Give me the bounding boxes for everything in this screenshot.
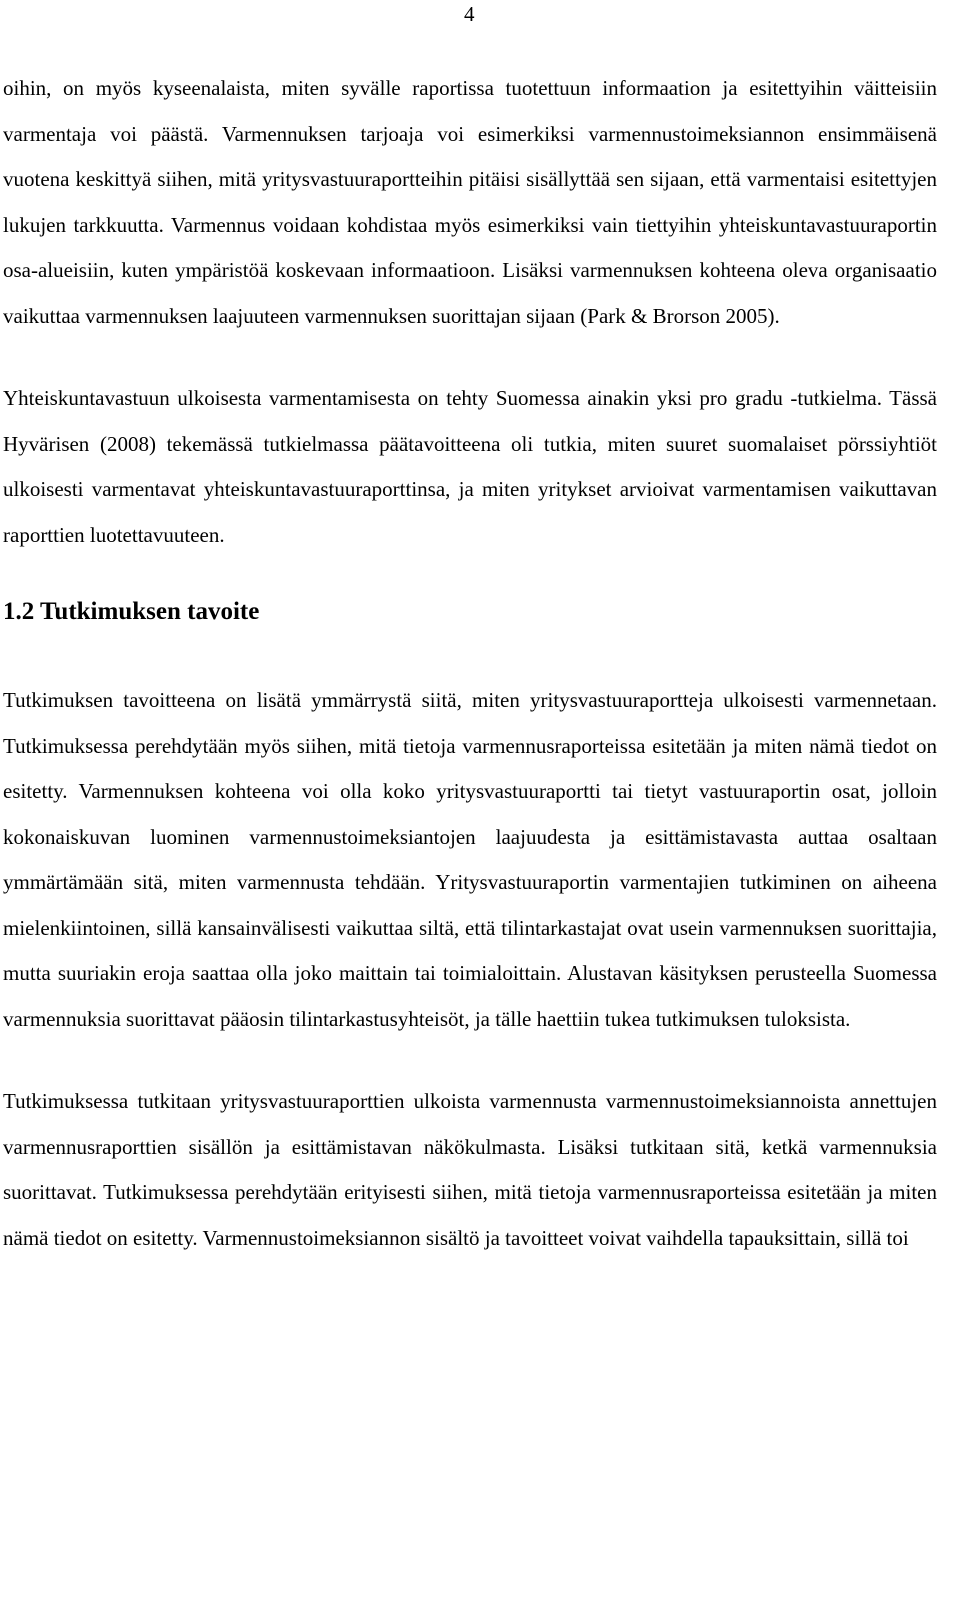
page-number: 4 xyxy=(464,2,475,26)
heading-spacer xyxy=(3,558,937,592)
document-body xyxy=(3,66,937,1261)
paragraph-assurance-depth: oihin, on myös kyseenalaista, miten syvälle raportissa tuotettuun informaation ja esitettyihin väitteisiin varmentaja voi päästä. Varmennuksen tarjoaja voi esimerkiksi varmennustoimeksiannon ensimmäisenä vuotena keskittyä siihen, mitä yritysvastuuraportteihin pitäisi sisällyttää sen sijaan, että varmentaisi esitettyjen lukujen tarkkuutta. Varmennus voidaan kohdistaa myös esimerkiksi vain tiettyihin yhteiskuntavastuuraportin osa-alueisiin, kuten ympäristöä koskevaan informaatioon. Lisäksi varmennuksen kohteena oleva organisaatio vaikuttaa varmennuksen laajuuteen varmennuksen suorittajan sijaan (Park & Brorson 2005). xyxy=(3,76,937,328)
paragraph-spacer xyxy=(3,339,937,376)
paragraph-spacer xyxy=(3,1042,937,1079)
paragraph-research-goal: Tutkimuksen tavoitteena on lisätä ymmärrystä siitä, miten yritysvastuuraportteja ulkoisesti varmennetaan. Tutkimuksessa perehdytään myös siihen, mitä tietoja varmennusraporteissa esitetään ja miten nämä tiedot on esitetty. Varmennuksen kohteena voi olla koko yritysvastuuraportti tai tietyt vastuuraportin osat, jolloin kokonaiskuvan luominen varmennustoimeksiantojen laajuudesta ja esittämistavasta auttaa osaltaan ymmärtämään sitä, miten varmennusta tehdään. Yritysvastuuraportin varmentajien tutkiminen on aiheena mielenkiintoinen, sillä kansainvälisesti vaikuttaa siltä, että tilintarkastajat ovat usein varmennuksen suorittajia, mutta suuriakin eroja saattaa olla joko maittain tai toimialoittain. Alustavan käsityksen perusteella Suomessa varmennuksia suorittavat pääosin tilintarkastusyhteisöt, ja tälle haettiin tukea tutkimuksen tuloksista. xyxy=(3,688,937,1031)
heading-spacer xyxy=(3,632,937,678)
paragraph-prior-thesis: Yhteiskuntavastuun ulkoisesta varmentamisesta on tehty Suomessa ainakin yksi pro gradu -tutkielma. Tässä Hyvärisen (2008) tekemässä tutkielmassa päätavoitteena oli tutkia, miten suuret suomalaiset pörssiyhtiöt ulkoisesti varmentavat yhteiskuntavastuuraporttinsa, ja miten yritykset arvioivat varmentamisen vaikuttavan raporttien luotettavuuteen. xyxy=(3,386,937,547)
section-heading: 1.2 Tutkimuksen tavoite xyxy=(3,598,260,625)
paragraph-research-scope: Tutkimuksessa tutkitaan yritysvastuuraporttien ulkoista varmennusta varmennustoimeksiannoista annettujen varmennusraporttien sisällön ja esittämistavan näkökulmasta. Lisäksi tutkitaan sitä, ketkä varmennuksia suorittavat. Tutkimuksessa perehdytään erityisesti siihen, mitä tietoja varmennusraporteissa esitetään ja miten nämä tiedot on esitetty. Varmennustoimeksiannon sisältö ja tavoitteet voivat vaihdella tapauksittain, sillä toi xyxy=(3,1089,937,1250)
